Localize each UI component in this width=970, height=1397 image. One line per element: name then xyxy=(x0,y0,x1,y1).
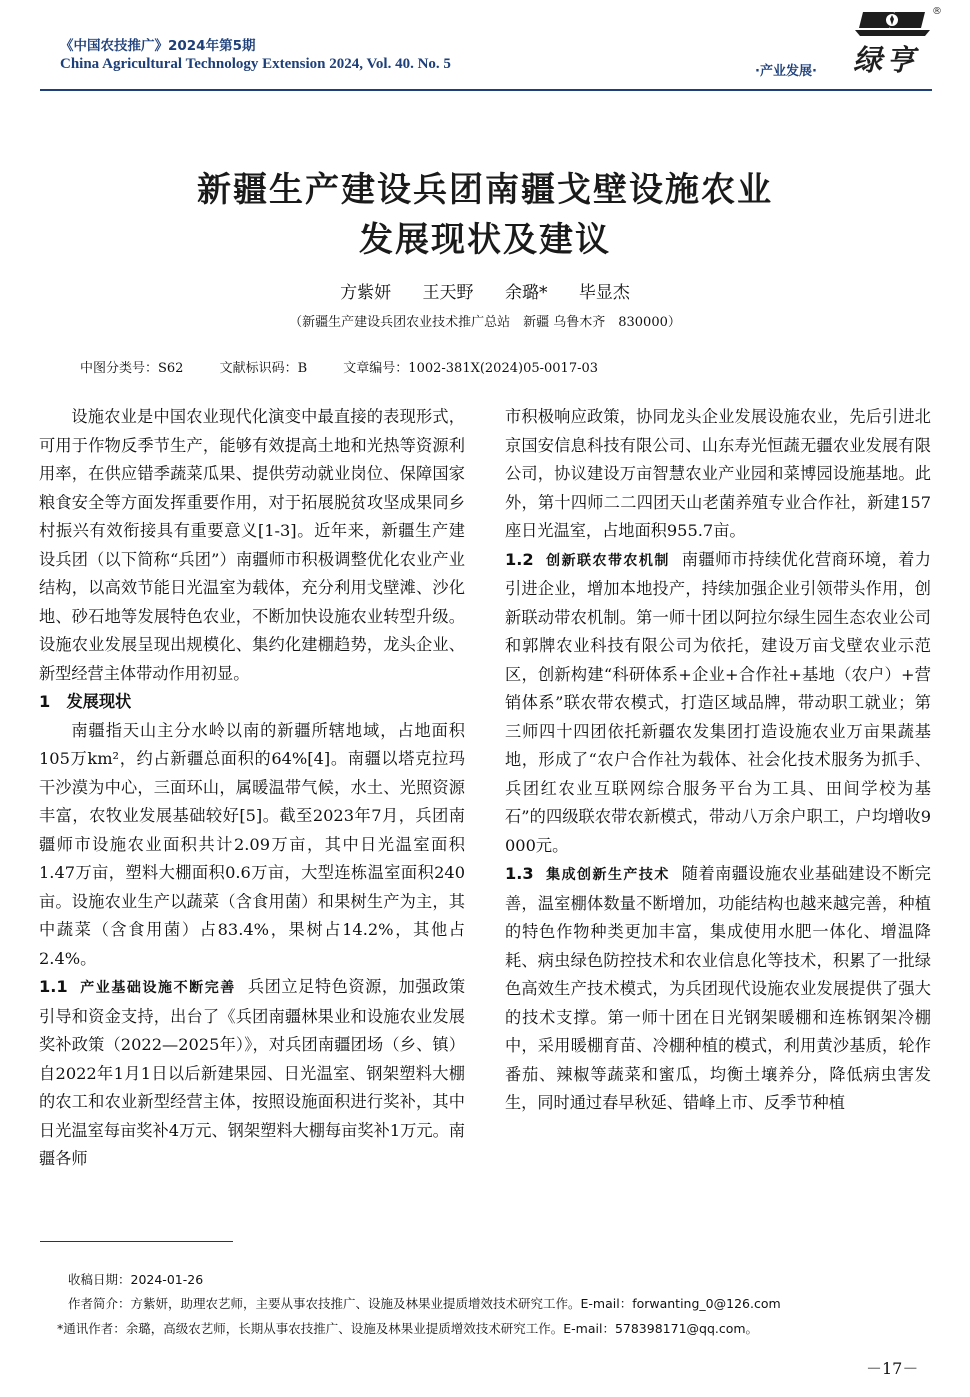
subsection-title: 创新联农带农机制 xyxy=(545,552,670,569)
logo-name: 绿亨 xyxy=(853,43,920,77)
author-bio: 作者简介：方紫妍，助理农艺师，主要从事农技推广、设施及林果业提质增效技术研究工作。E-mail：forwanting_0@126.com xyxy=(68,1296,781,1311)
page-number: －17－ xyxy=(866,1359,919,1378)
continued-paragraph: 市积极响应政策，协同龙头企业发展设施农业，先后引进北京国安信息科技有限公司、山东寿光恒蔬无疆农业发展有限公司，协议建设万亩智慧农业产业园和菜博园设施基地。此外，第十四师二二四团天山老菌养殖专业合作社，新建157座日光温室，占地面积955.7亩。 xyxy=(505,407,931,540)
body-column-left xyxy=(39,403,465,1174)
journal-header xyxy=(60,6,942,94)
subsection-title: 集成创新生产技术 xyxy=(545,867,670,883)
registered-mark: ® xyxy=(932,6,942,17)
subsection-1-3 xyxy=(505,860,931,1118)
journal-name-en: China Agricultural Technology Extension 2024, Vol. 40. No. 5 xyxy=(60,56,451,72)
article-title-line-2: 发展现状及建议 xyxy=(359,220,611,260)
subsection-text: 南疆师市持续优化营商环境，着力引进企业，增加本地投产，持续加强企业引领带头作用，创新联动带农机制。第一师十团以阿拉尔绿生园生态农业公司和郭牌农业科技有限公司为依托，建设万亩戈壁农业示范区，创新构建“科研体系+企业+合作社+基地（农户）+营销体系”联农带农模式，打造区域品牌，带动职工就业；第三师四十四团依托新疆农发集团打造设施农业万亩果蔬基地，形成了“农户合作社为载体、社会化技术服务为抓手、兵团红农业互联网综合服务平台为工具、田间学校为基石”的四级联农带农新模式，带动八万余户职工，户均增收9 000元。 xyxy=(505,549,931,855)
intro-paragraph: 设施农业是中国农业现代化演变中最直接的表现形式，可用于作物反季节生产，能够有效提高土地和光热等资源利用率，在供应错季蔬菜瓜果、提供劳动就业岗位、保障国家粮食安全等方面发挥重要作用，对于拓展脱贫攻坚成果同乡村振兴有效衔接具有重要意义[1-3]。近年来，新疆生产建设兵团（以下简称“兵团”）南疆师市积极调整优化农业产业结构，以高效节能日光温室为载体，充分利用戈壁滩、沙化地、砂石地等发展特色农业，不断加快设施农业转型升级。设施农业发展呈现出规模化、集约化建棚趋势，龙头企业、新型经营主体带动作用初显。 xyxy=(39,407,465,683)
subsection-title: 产业基础设施不断完善 xyxy=(79,980,236,996)
subsection-text: 随着南疆设施农业基础建设不断完善，温室棚体数量不断增加，功能结构也越来越完善，种植的特色作物种类更加丰富，集成使用水肥一体化、增温降耗、病虫绿色防控技术和农业信息化等技术，积累了一批绿色高效生产技术模式，为兵团现代设施农业发展提供了强大的技术支撑。第一师十团在日光钢架暖棚和连栋钢架冷棚中，采用暖棚育苗、冷棚种植的模式，利用黄沙基质，轮作番茄、辣椒等蔬菜和蜜瓜，均衡土壤养分，降低病虫害发生，同时通过春早秋延、错峰上市、反季节种植 xyxy=(505,864,931,1112)
clc-number: 中图分类号：S62 xyxy=(80,361,184,376)
column-label: ·产业发展· xyxy=(755,64,817,79)
body-paragraph: 南疆指天山主分水岭以南的新疆所辖地域，占地面积105万km²，约占新疆总面积的64%[4]。南疆以塔克拉玛干沙漠为中心，三面环山，属暖温带气候，水土、光照资源丰富，农牧业发展基础较好[5]。截至2023年7月，兵团南疆师市设施农业面积共计2.09万亩，其中日光温室面积1.47万亩，塑料大棚面积0.6万亩，大型连栋温室面积240亩。设施农业生产以蔬菜（含食用菌）和果树生产为主，其中蔬菜（含食用菌）占83.4%，果树占14.2%，其他占2.4%。 xyxy=(39,720,465,968)
subsection-1-1 xyxy=(39,973,465,1174)
affiliation: （新疆生产建设兵团农业技术推广总站 新疆 乌鲁木齐 830000） xyxy=(289,315,681,330)
article-number: 文章编号：1002-381X(2024)05-0017-03 xyxy=(343,361,599,376)
author-name: 方紫妍 xyxy=(340,283,392,303)
subsection-number: 1.1 xyxy=(39,977,68,996)
received-date: 收稿日期：2024-01-26 xyxy=(68,1272,204,1287)
subsection-number: 1.2 xyxy=(505,549,534,569)
subsection-number: 1.3 xyxy=(505,864,534,883)
subsection-1-2 xyxy=(505,546,931,861)
document-code: 文献标识码：B xyxy=(219,361,308,376)
header-rule xyxy=(40,89,932,91)
footnote-rule xyxy=(40,1241,233,1242)
author-name: 毕显杰 xyxy=(578,283,630,303)
article-title-line-1: 新疆生产建设兵团南疆戈壁设施农业 xyxy=(197,170,773,210)
author-list xyxy=(40,278,930,303)
journal-name-cn: 《中国农技推广》2024年第5期 xyxy=(60,38,256,54)
author-name: 王天野 xyxy=(422,283,474,303)
subsection-text: 兵团立足特色资源，加强政策引导和资金支持，出台了《兵团南疆林果业和设施农业发展奖补政策（2022—2025年）》，对兵团南疆团场（乡、镇）自2022年1月1日以后新建果园、日光温室、钢架塑料大棚的农工和农业新型经营主体，按照设施面积进行奖补，其中日光温室每亩奖补4万元、钢架塑料大棚每亩奖补1万元。南疆各师 xyxy=(39,977,466,1168)
article-metadata xyxy=(80,357,630,376)
logo-emblem-icon xyxy=(845,8,940,38)
body-column-right xyxy=(505,403,931,1118)
publisher-logo xyxy=(845,8,940,88)
section-heading: 1 发展现状 xyxy=(39,692,132,711)
author-name: 余璐* xyxy=(504,283,548,303)
corresponding-author: *通讯作者：余璐，高级农艺师，长期从事农技推广、设施及林果业提质增效技术研究工作。E-mail：578398171@qq.com。 xyxy=(57,1321,759,1336)
